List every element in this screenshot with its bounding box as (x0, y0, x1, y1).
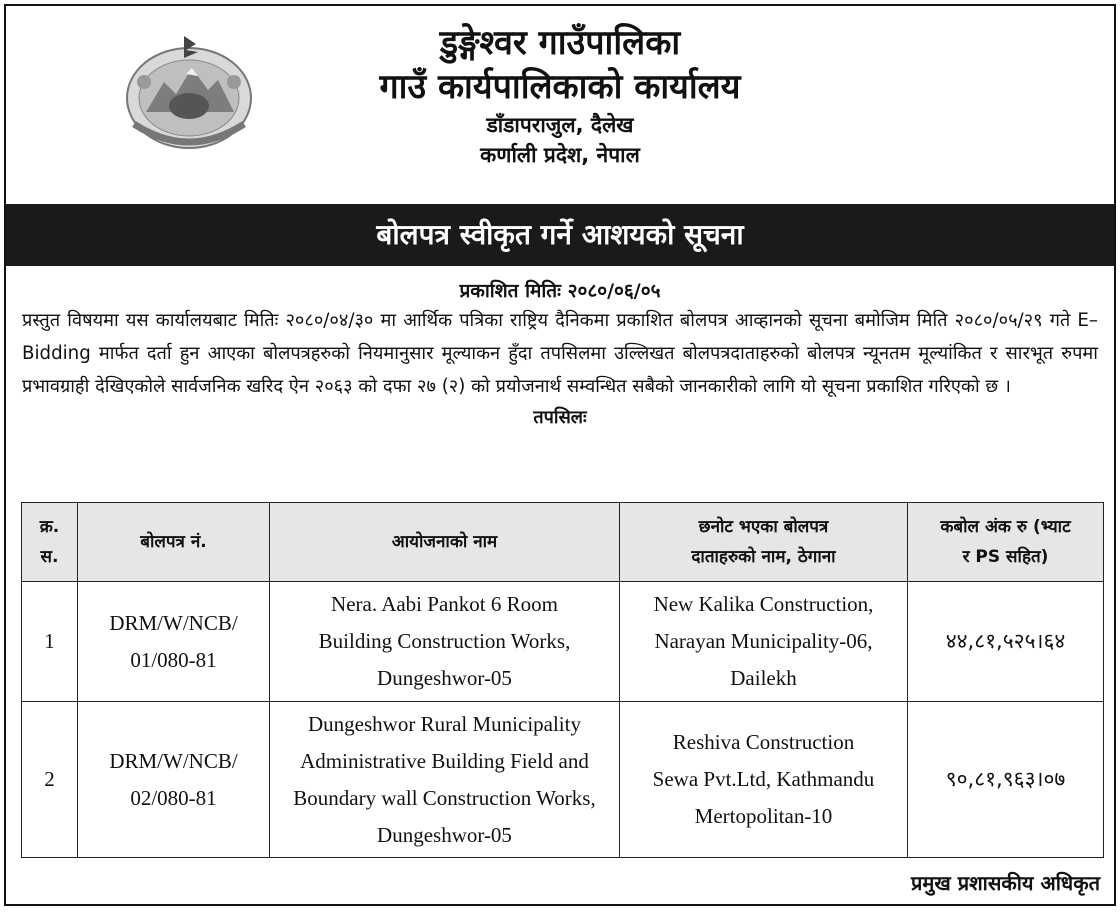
cell-bidder: New Kalika Construction, Narayan Municipality-06, Dailekh (620, 582, 908, 702)
cell-sn: 1 (22, 582, 78, 702)
cell-bidder: Reshiva Construction Sewa Pvt.Ltd, Kathmandu Mertopolitan-10 (620, 702, 908, 858)
header-bid-no: बोलपत्र नं. (78, 503, 270, 582)
table-row (22, 702, 1104, 858)
cell-bid-no: DRM/W/NCB/ 02/080-81 (78, 702, 270, 858)
cell-bid-no: DRM/W/NCB/ 01/080-81 (78, 582, 270, 702)
header-amount: कबोल अंक रु (भ्याट र PS सहित) (908, 503, 1104, 582)
header-bidder: छनोट भएका बोलपत्र दाताहरुको नाम, ठेगाना (620, 503, 908, 582)
notice-body (22, 304, 1098, 403)
cell-project: Dungeshwor Rural Municipality Administrative Building Field and Boundary wall Construction Works, Dungeshwor-05 (270, 702, 620, 858)
bid-table (21, 502, 1104, 858)
notice-page (4, 4, 1116, 906)
header (6, 6, 1114, 204)
header-sn: क्र. स. (22, 503, 78, 582)
table-header-row (22, 503, 1104, 582)
office-name: गाउँ कार्यपालिकाको कार्यालय (379, 67, 741, 107)
body-line: सूचना बमोजिम मिति २०८०/०५/२९ गते E–Bidding मार्फत दर्ता हुन आएका बोलपत्रहरुको नियमानुसार मूल्याकन हुँदा (22, 310, 1098, 364)
body-line: तपसिलमा उल्लिखत बोलपत्रदाताहरुको बोलपत्र न्यूनतम मूल्यांकित र सारभूत रुपमा प्रभावग्राही देखिएकोले सार्वजनिक खरिद ऐन (22, 343, 1098, 397)
body-line: प्रस्तुत विषयमा यस कार्यालयबाट मितिः २०८०/०४/३० मा आर्थिक पत्रिका राष्ट्रिय दैनिकमा प्रकाशित बोलपत्र आव्हानको (22, 310, 802, 331)
body-line: २०६३ को दफा २७ (२) को प्रयोजनार्थ सम्वन्धित सबैको जानकारीको लागि यो सूचना प्रकाशित गरिएको छ । (314, 376, 1011, 397)
title-block (6, 22, 1114, 170)
address-line-2: कर्णाली प्रदेश, नेपाल (480, 143, 640, 167)
org-name: डुङ्गेश्वर गाउँपालिका (439, 23, 681, 63)
published-date: प्रकाशित मितिः २०८०/०६/०५ (459, 280, 661, 302)
cell-project: Nera. Aabi Pankot 6 Room Building Construction Works, Dungeshwor-05 (270, 582, 620, 702)
table-row (22, 582, 1104, 702)
cell-sn: 2 (22, 702, 78, 858)
cell-amount: ४४,८१,५२५।६४ (908, 582, 1104, 702)
address-line-1: डाँडापराजुल, दैलेख (486, 113, 634, 137)
header-project: आयोजनाको नाम (270, 503, 620, 582)
notice-title: बोलपत्र स्वीकृत गर्ने आशयको सूचना (6, 204, 1114, 266)
details-label: तपसिलः (533, 407, 587, 428)
signature: प्रमुख प्रशासकीय अधिकृत (911, 871, 1100, 895)
cell-amount: ९०,८१,९६३।०७ (908, 702, 1104, 858)
